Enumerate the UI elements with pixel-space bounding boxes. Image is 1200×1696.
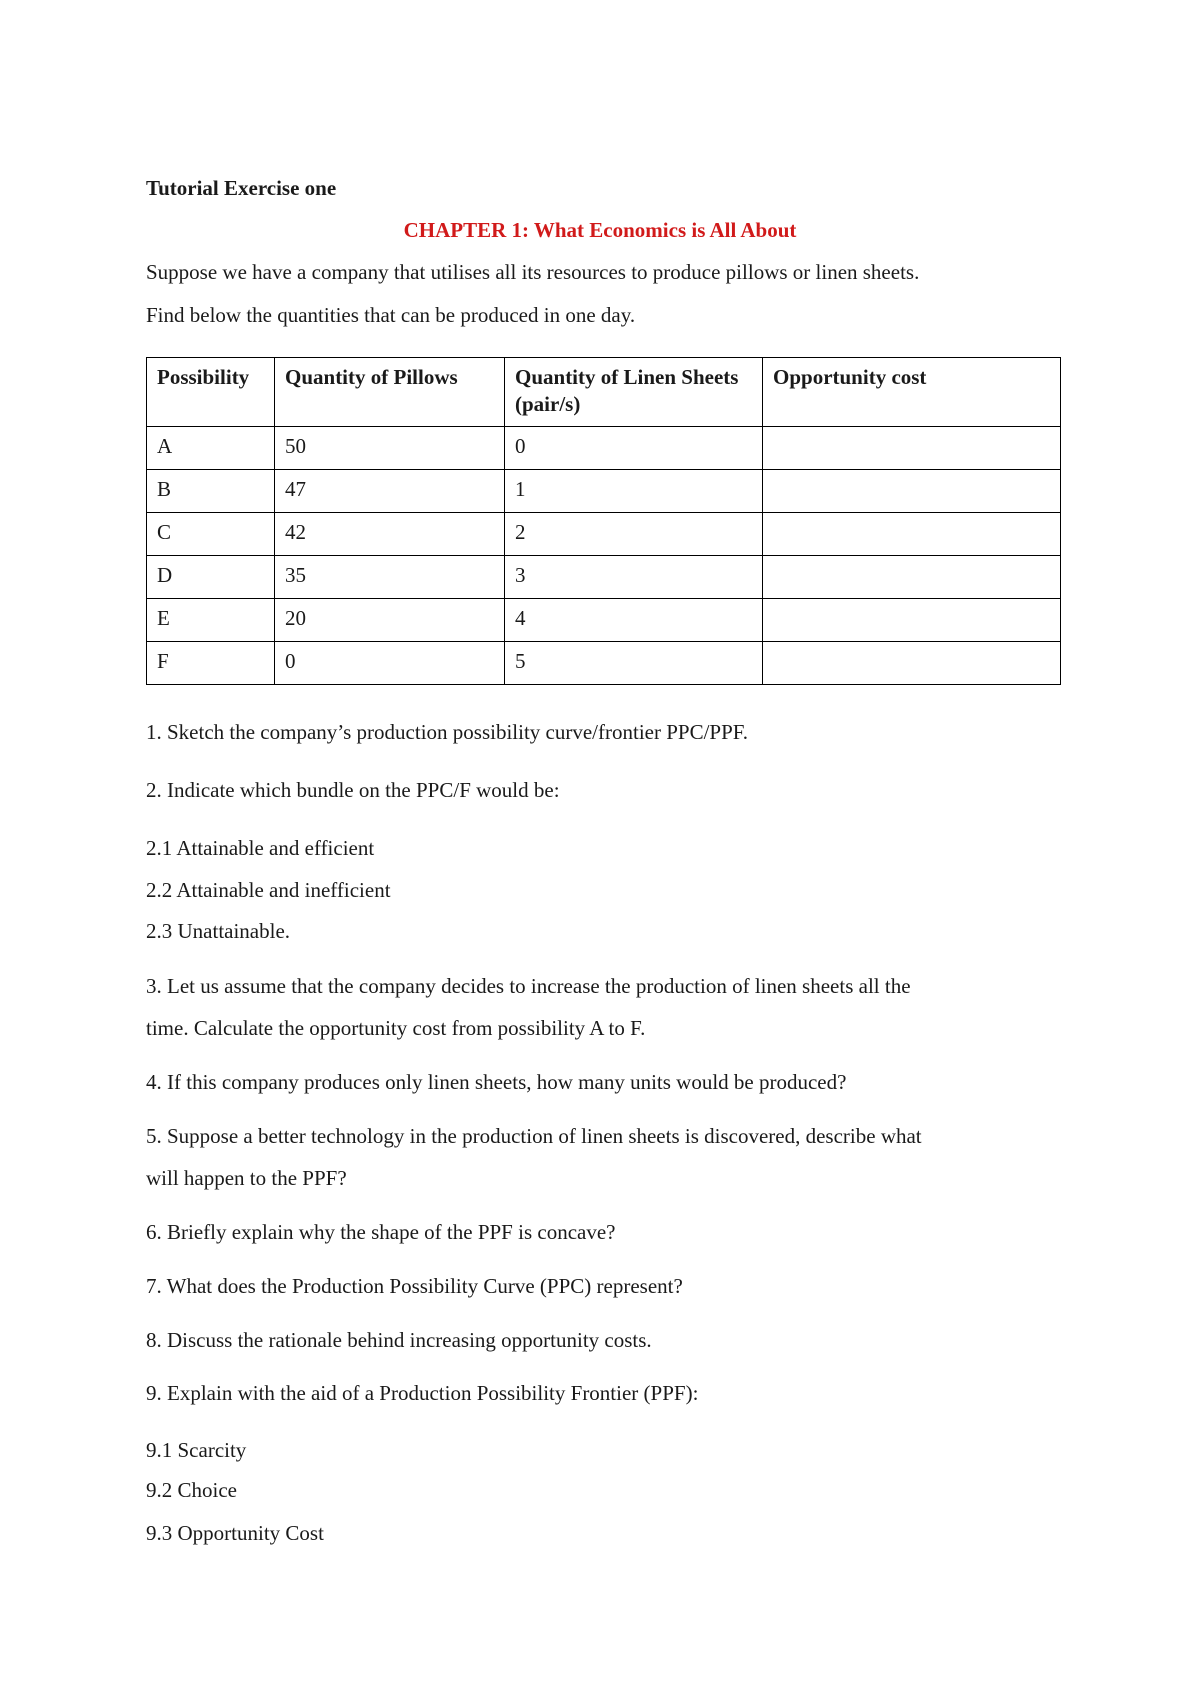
cell-linen: 3 <box>505 556 763 599</box>
cell-linen: 1 <box>505 470 763 513</box>
question-4: 4. If this company produces only linen sheets, how many units would be produced? <box>146 1070 847 1094</box>
table-row <box>147 642 1061 685</box>
chapter-heading: CHAPTER 1: What Economics is All About <box>403 218 797 242</box>
question-6: 6. Briefly explain why the shape of the PPF is concave? <box>146 1220 616 1244</box>
cell-pillows: 50 <box>275 427 505 470</box>
cell-opportunity-cost <box>763 599 1061 642</box>
intro-line-1: Suppose we have a company that utilises all its resources to produce pillows or linen sheets. <box>146 260 920 284</box>
intro-line-2: Find below the quantities that can be produced in one day. <box>146 303 636 327</box>
question-5-line-1: 5. Suppose a better technology in the production of linen sheets is discovered, describe what <box>146 1124 922 1148</box>
question-9-3: 9.3 Opportunity Cost <box>146 1521 324 1545</box>
table-row <box>147 599 1061 642</box>
cell-possibility: F <box>147 642 275 685</box>
table-row <box>147 427 1061 470</box>
cell-possibility: E <box>147 599 275 642</box>
question-2: 2. Indicate which bundle on the PPC/F would be: <box>146 778 560 802</box>
document-title: Tutorial Exercise one <box>146 176 337 200</box>
table-header-row <box>147 358 1061 427</box>
question-3-line-2: time. Calculate the opportunity cost from possibility A to F. <box>146 1016 646 1040</box>
question-3-line-1: 3. Let us assume that the company decides to increase the production of linen sheets all the <box>146 974 911 998</box>
cell-pillows: 0 <box>275 642 505 685</box>
cell-opportunity-cost <box>763 556 1061 599</box>
question-9-1: 9.1 Scarcity <box>146 1438 247 1462</box>
question-7: 7. What does the Production Possibility Curve (PPC) represent? <box>146 1274 683 1298</box>
cell-possibility: A <box>147 427 275 470</box>
table-row <box>147 556 1061 599</box>
question-2-2: 2.2 Attainable and inefficient <box>146 878 391 902</box>
cell-pillows: 20 <box>275 599 505 642</box>
table-row <box>147 513 1061 556</box>
cell-pillows: 47 <box>275 470 505 513</box>
cell-linen: 0 <box>505 427 763 470</box>
cell-opportunity-cost <box>763 513 1061 556</box>
question-9: 9. Explain with the aid of a Production Possibility Frontier (PPF): <box>146 1381 699 1405</box>
header-pillows: Quantity of Pillows <box>275 358 505 427</box>
cell-pillows: 42 <box>275 513 505 556</box>
header-opportunity-cost: Opportunity cost <box>763 358 1061 427</box>
cell-possibility: D <box>147 556 275 599</box>
question-2-3: 2.3 Unattainable. <box>146 919 291 943</box>
header-linen-sheets: Quantity of Linen Sheets (pair/s) <box>505 358 763 427</box>
cell-opportunity-cost <box>763 427 1061 470</box>
table-row <box>147 470 1061 513</box>
production-table <box>146 357 1061 685</box>
question-1: 1. Sketch the company’s production possibility curve/frontier PPC/PPF. <box>146 720 749 744</box>
cell-linen: 5 <box>505 642 763 685</box>
question-8: 8. Discuss the rationale behind increasing opportunity costs. <box>146 1328 652 1352</box>
cell-pillows: 35 <box>275 556 505 599</box>
cell-opportunity-cost <box>763 470 1061 513</box>
cell-possibility: C <box>147 513 275 556</box>
cell-possibility: B <box>147 470 275 513</box>
header-possibility: Possibility <box>147 358 275 427</box>
cell-linen: 4 <box>505 599 763 642</box>
question-9-2: 9.2 Choice <box>146 1478 237 1502</box>
cell-linen: 2 <box>505 513 763 556</box>
cell-opportunity-cost <box>763 642 1061 685</box>
question-5-line-2: will happen to the PPF? <box>146 1166 347 1190</box>
question-2-1: 2.1 Attainable and efficient <box>146 836 375 860</box>
